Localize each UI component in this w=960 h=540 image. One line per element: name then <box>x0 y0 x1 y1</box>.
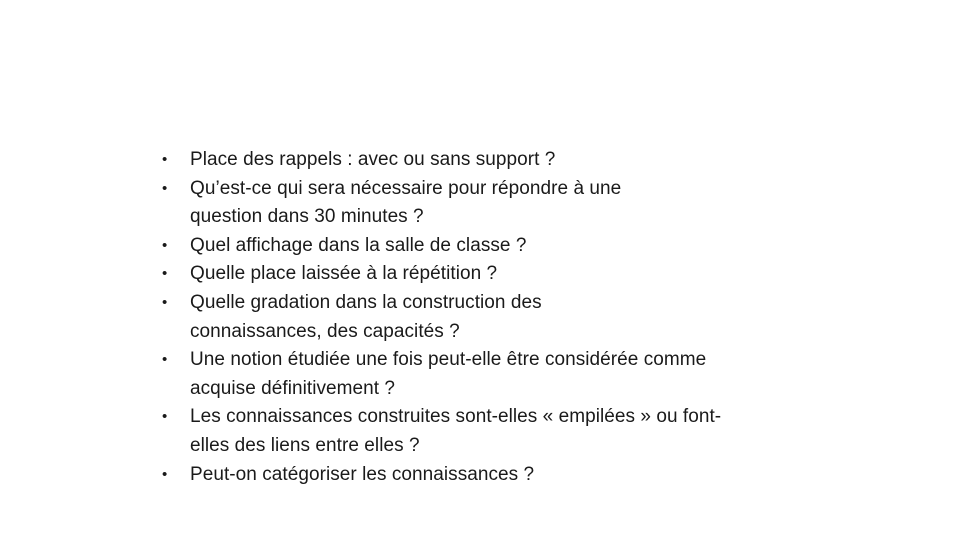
list-item <box>160 403 750 460</box>
list-item-text: Place des rappels : avec ou sans support ? <box>190 149 556 170</box>
list-item-text: Une notion étudiée une fois peut-elle être considérée comme acquise définitivement ? <box>190 349 707 399</box>
bullet-icon: • <box>162 265 168 283</box>
bullet-icon: • <box>162 465 168 483</box>
bullet-icon: • <box>162 351 168 369</box>
list-item <box>160 289 640 346</box>
list-item <box>160 461 690 490</box>
list-item-text: Les connaissances construites sont-elles « empilées » ou font-elles des liens entre elles ? <box>190 406 722 456</box>
list-item-text: Qu’est-ce qui sera nécessaire pour répondre à une question dans 30 minutes ? <box>190 177 622 228</box>
list-item <box>160 175 690 232</box>
list-item-text: Quelle place laissée à la répétition ? <box>190 263 498 285</box>
list-item <box>160 146 610 175</box>
list-item <box>160 260 610 289</box>
bullet-icon: • <box>162 293 168 311</box>
list-item-text: Quel affichage dans la salle de classe ? <box>190 234 527 256</box>
list-item-text: Quelle gradation dans la construction des connaissances, des capacités ? <box>190 291 542 342</box>
list-item <box>160 232 610 261</box>
bullet-icon: • <box>162 236 168 254</box>
bullet-icon: • <box>162 408 168 426</box>
bullet-list <box>160 146 740 489</box>
list-item-text: Peut-on catégoriser les connaissances ? <box>190 463 535 485</box>
bullet-icon: • <box>162 151 168 168</box>
bullet-icon: • <box>162 179 168 197</box>
list-item <box>160 346 750 403</box>
